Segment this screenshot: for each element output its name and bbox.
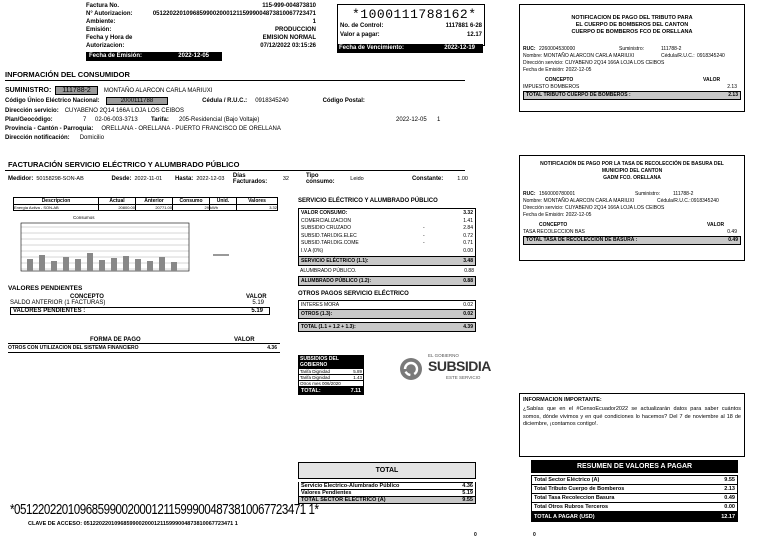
service-row-value: 0.00 — [463, 247, 473, 254]
total-box-total-row — [298, 497, 476, 504]
postal-label: Código Postal: — [322, 98, 365, 104]
otros-value: 0.02 — [463, 311, 473, 317]
billing-meter-row — [8, 173, 468, 185]
dias-value: 32 — [282, 176, 289, 182]
dir-value: CUYABENO 2Q14 166A LOJA LOS CEIBOS — [64, 108, 184, 114]
label-autorizacion: N° Autorizacion: — [86, 11, 133, 17]
big-code: *1000111788162* — [352, 7, 477, 22]
alum-label: ALUMBRADO PÚBLICO. — [300, 268, 357, 274]
bomberos-total-value: 2.13 — [728, 92, 738, 98]
pending-row — [10, 300, 270, 306]
total-box-row-value: 4.36 — [462, 483, 473, 489]
resumen-box — [531, 460, 738, 522]
tarifa-value: 205-Residencial (Bajo Voltaje) — [179, 117, 260, 123]
service-row-label: VALOR CONSUMO: — [301, 210, 348, 216]
total-box-total-label: TOTAL SECTOR ELECTRICO (A) — [301, 497, 386, 503]
value-autorizacion: 0512202201096859900200012115999004873810067723471 1 — [152, 11, 316, 25]
bomberos-fecha: Fecha de Emisión: 2022-12-05 — [523, 67, 592, 73]
info-text: ¿Sabías que en el #CensoEcuador2022 se actualizarán datos para saber cuántos somos, dónde vivimos y en qué condiciones lo hacemos? Del 7 de noviembre al 18 de diciembre, ¡contamos contigo!. — [523, 406, 741, 427]
mora-value: 0.02 — [463, 302, 473, 308]
service-row-label: COMERCIALIZACION — [301, 217, 352, 224]
subsidia-logo — [398, 352, 491, 386]
info-title: INFORMACION IMPORTANTE: — [523, 397, 602, 403]
value-ambiente: PRODUCCION — [274, 27, 316, 33]
bomberos-dir: Dirección servicio: CUYABENO 2Q14 166A LOJA LOS CEIBOS — [523, 60, 665, 66]
th-consumo: Consumo — [173, 197, 210, 205]
service-row-sign — [423, 210, 457, 218]
basura-valor-header: VALOR — [707, 222, 725, 228]
alum-total-row — [298, 276, 476, 286]
service-row-value: 0.72 — [463, 232, 473, 239]
meter-table — [13, 197, 279, 211]
bomberos-box — [519, 4, 745, 112]
basura-row-label: TASA RECOLECCION BAS — [523, 229, 585, 235]
service-row-value: 2.84 — [463, 225, 473, 231]
basura-ruc-label: RUC: — [523, 191, 536, 197]
basura-sum: 111788-2 — [673, 191, 694, 197]
td-desc: Energía Activa - SON-AB — [13, 205, 99, 211]
service-row-sign: - — [423, 225, 425, 231]
subsidy-total-label: TOTAL: — [301, 388, 321, 394]
codigo-value: 2000111788 — [106, 97, 168, 105]
service-row-label: SUBSID.TARI.DIG.COME — [301, 240, 359, 246]
pending-total — [10, 307, 270, 315]
total-box-title: TOTAL — [298, 462, 476, 479]
info-box — [519, 393, 745, 457]
bomberos-ced-label: Cédula/R.U.C.: — [661, 53, 695, 59]
resumen-row-label: Total Tributo Cuerpo de Bomberos — [534, 486, 625, 492]
th-valores: Valores — [237, 197, 278, 205]
const-value: 1.00 — [457, 176, 468, 182]
th-unid: Unid. — [210, 197, 237, 205]
basura-row — [523, 229, 741, 237]
basura-ced-label: Cédula/R.U.C.: — [657, 198, 691, 204]
service-row-sign: - — [423, 240, 425, 246]
service-sub-value: 3.48 — [463, 258, 473, 264]
chart-svg — [13, 215, 283, 277]
invoice-header — [86, 2, 316, 61]
total-box — [298, 462, 476, 504]
subsidy-row-value: 5.89 — [353, 369, 362, 374]
chart-title: Consumos — [73, 215, 95, 220]
pending-total-value: 5.19 — [251, 308, 263, 314]
bomberos-valor-header: VALOR — [703, 77, 721, 83]
control-box — [337, 4, 485, 46]
td-unid: kWh — [210, 205, 237, 211]
desde-label: Desde: — [111, 176, 132, 182]
payment-row-label: OTROS CON UTILIZACION DEL SISTEMA FINANCIERO — [8, 345, 139, 351]
service-row-right — [423, 240, 473, 248]
bomberos-sum: 111788-2 — [661, 46, 682, 52]
basura-title-2: MUNICIPIO DEL CANTON — [601, 168, 663, 174]
basura-ruc: 1560000780001 — [539, 191, 576, 197]
consumer-name: MONTAÑO ALARCON CARLA MARIUXI — [103, 87, 213, 94]
service-sub-label: SERVICIO ELÉCTRICO (1.1): — [301, 258, 369, 264]
service-row-right — [423, 248, 473, 256]
bomberos-title-2: EL CUERPO DE BOMBEROS DEL CANTON — [575, 22, 689, 28]
basura-total — [523, 237, 741, 245]
service-row-right — [423, 233, 473, 241]
service-row — [301, 240, 473, 248]
service-row-sign: - — [423, 232, 425, 239]
value-fecha-autorizacion: 07/12/2022 03:15:26 — [260, 43, 316, 49]
forma-header: FORMA DE PAGO — [90, 337, 141, 343]
plan-value: 7 — [83, 117, 87, 123]
cedula-label: Cédula / R.U.C.: — [202, 98, 248, 104]
vencimiento-value: 2022-12-19 — [444, 45, 475, 51]
bomberos-ced: 0918345240 — [697, 53, 725, 59]
total-box-row-label: Valores Pendientes — [301, 490, 352, 496]
consumer-info — [5, 86, 465, 141]
resumen-row — [532, 503, 737, 512]
basura-box — [519, 155, 745, 261]
payment-row — [8, 344, 280, 353]
consumer-divider — [5, 80, 465, 81]
hasta-label: Hasta: — [174, 176, 194, 182]
service-row — [301, 218, 473, 226]
otros-title: OTROS PAGOS SERVICIO ELÉCTRICO — [298, 291, 409, 297]
vencimiento-bar — [337, 44, 483, 53]
prov-value: ORELLANA - ORELLANA - PUERTO FRANCISCO DE ORELLANA — [101, 126, 281, 132]
alum-value: 0.88 — [464, 268, 474, 274]
basura-title-1: NOTIFICACIÓN DE PAGO POR LA TASA DE RECOLECCIÓN DE BASURA DEL — [540, 161, 724, 167]
td-anterior: 20771.00 — [136, 205, 173, 211]
service-row-right — [423, 225, 473, 233]
total-box-row-label: Servicio Electrico-Alumbrado Público — [301, 483, 400, 489]
service-row-value: 1.41 — [463, 217, 473, 224]
subsidy-row-value: 1.43 — [353, 375, 362, 380]
bomberos-row-value: 2.13 — [727, 84, 737, 90]
notif-label: Dirección notificación: — [5, 135, 70, 141]
billing-title: FACTURACIÓN SERVICIO ELÉCTRICO Y ALUMBRADO PÚBLICO — [8, 160, 240, 169]
tipo-value: Leido — [350, 176, 364, 182]
resumen-row-value: 2.13 — [724, 486, 735, 492]
alum-total-value: 0.88 — [463, 278, 473, 284]
subsidy-row-label: Tarifa Dignidad — [300, 369, 331, 374]
bomberos-sum-label: Suministro: — [619, 46, 645, 52]
service-row-label: SUBSIDIO CRUZADO — [301, 225, 352, 231]
consumer-title: INFORMACIÓN DEL CONSUMIDOR — [5, 70, 130, 79]
footer-zero-2: 0 — [533, 532, 536, 538]
subsidy-row-label: Otros mes 006/2020 — [300, 381, 341, 386]
service-table — [298, 208, 476, 332]
control-label: No. de Control: — [340, 23, 384, 29]
medidor-label: Medidor: — [8, 176, 34, 182]
prov-label: Provincia - Cantón - Parroquia: — [5, 126, 94, 132]
basura-dir: Dirección servicio: CUYABENO 2Q14 166A LOJA LOS CEIBOS — [523, 205, 665, 211]
bomberos-ruc: 2260004530000 — [539, 46, 576, 52]
header-values — [153, 2, 316, 50]
bomberos-nombre: Nombre: MONTAÑO ALARCON CARLA MARIUXI — [523, 53, 635, 59]
service-total-label: TOTAL (1.1 + 1.2 + 1.3): — [301, 324, 356, 330]
mora-row — [298, 300, 476, 310]
bomberos-row-label: IMPUESTO BOMBEROS — [523, 84, 580, 90]
total-box-row — [301, 489, 473, 496]
bomberos-row — [523, 84, 741, 92]
pending-table — [10, 294, 270, 315]
value-factura: 115-999-004873810 — [262, 3, 316, 9]
th-actual: Actual — [99, 197, 136, 205]
service-sub-row — [298, 257, 476, 266]
service-row — [301, 210, 473, 218]
bomberos-title-1: NOTIFICACION DE PAGO DEL TRIBUTO PARA — [571, 15, 693, 21]
subsidy-total-value: 7.11 — [350, 388, 361, 394]
service-row — [301, 233, 473, 241]
notif-value: Domicilio — [79, 135, 105, 141]
footer-zero-1: 0 — [474, 532, 477, 538]
basura-row-value: 0.49 — [727, 229, 737, 235]
vencimiento-label: Fecha de Vencimiento: — [339, 45, 405, 51]
medidor-value: 50158298-SON-AB — [36, 176, 84, 182]
resumen-title: RESUMEN DE VALORES A PAGAR — [531, 460, 738, 473]
resumen-row-label: Total Otros Rubros Terceros — [534, 504, 609, 510]
label-emision: Emisión: — [86, 27, 112, 33]
basura-sum-label: Suministro: — [635, 191, 661, 197]
td-actual: 20800.00 — [99, 205, 136, 211]
clave-acceso: CLAVE DE ACCESO: 0512202201096859900200012115999004873810067723471 1 — [28, 521, 238, 527]
service-row — [301, 225, 473, 233]
logo-text: SUBSIDIA — [428, 358, 491, 374]
alum-total-label: ALUMBRADO PÚBLICO (1.2): — [301, 278, 371, 284]
billing-divider — [5, 170, 465, 171]
service-row-label: SUBSID.TARI.DIG.ELEC — [301, 232, 357, 239]
service-row-sign — [423, 218, 457, 226]
total-box-row-value: 5.19 — [462, 490, 473, 496]
basura-total-label: TOTAL TASA DE RECOLECCION DE BASURA : — [526, 237, 638, 243]
plan-label: Plan/Geocódigo: — [5, 117, 53, 123]
total-box-row — [301, 482, 473, 489]
bomberos-ruc-label: RUC: — [523, 46, 536, 52]
resumen-row-value: 9.55 — [724, 477, 735, 483]
resumen-total-value: 12.17 — [721, 514, 735, 520]
service-row-right — [423, 218, 473, 226]
fecha-emision-bar — [86, 52, 222, 61]
pending-row-value: 5.19 — [252, 300, 264, 306]
logo-top-text: EL GOBIERNO — [428, 353, 459, 358]
resumen-row-label: Total Tasa Recoleccion Basura — [534, 495, 615, 501]
basura-nombre: Nombre: MONTAÑO ALARCON CARLA MARIUXI — [523, 198, 635, 204]
subsidy-title: SUBSIDIOS DEL GOBIERNO — [298, 355, 364, 369]
pending-title: VALORES PENDIENTES — [8, 285, 83, 292]
resumen-row — [532, 475, 737, 485]
resumen-total-row — [531, 512, 738, 522]
subsidia-logo-icon — [398, 356, 424, 382]
pending-valor-header: VALOR — [246, 294, 267, 300]
alum-row — [298, 266, 476, 276]
tipo-label: Tipo consumo: — [305, 173, 335, 185]
th-anterior: Anterior — [136, 197, 173, 205]
label-fecha-autorizacion: Fecha y Hora de Autorizacion: — [86, 35, 133, 49]
service-total-row — [298, 322, 476, 332]
basura-concept-header: CONCEPTO — [539, 222, 568, 228]
total-box-total-value: 9.55 — [462, 497, 473, 503]
label-ambiente: Ambiente: — [86, 19, 116, 25]
dir-label: Dirección servicio: — [5, 108, 59, 114]
hasta-value: 2022-12-03 — [196, 176, 225, 182]
bomberos-title-3: CUERPO DE BOMBEROS FCO DE ORELLANA — [571, 29, 693, 35]
service-row — [301, 248, 473, 256]
resumen-total-label: TOTAL A PAGAR (USD) — [534, 514, 595, 520]
control-value: 1117881 6-28 — [445, 23, 482, 29]
desde-value: 2022-11-01 — [134, 176, 163, 182]
basura-total-value: 0.49 — [728, 237, 738, 243]
td-consumo: 29 — [173, 205, 210, 211]
th-descripcion: Descripcion — [13, 197, 99, 205]
logo-bottom-text: ESTE SERVICIO — [446, 375, 481, 380]
pagar-label: Valor a pagar: — [340, 32, 380, 38]
value-emision: EMISION NORMAL — [262, 35, 316, 41]
pending-total-label: VALORES PENDIENTES : — [13, 308, 86, 314]
payment-table — [8, 337, 280, 353]
service-row-right — [423, 210, 473, 218]
resumen-row-value: 0.00 — [724, 504, 735, 510]
suministro-label: SUMINISTRO: — [5, 87, 52, 94]
tarifa-label: Tarifa: — [151, 117, 169, 123]
resumen-row — [532, 494, 737, 503]
service-rows-box — [298, 208, 476, 257]
subsidy-row-label: Tarifa Dignidad — [300, 375, 331, 380]
subsidy-table — [298, 355, 364, 395]
pagar-value: 12.17 — [466, 32, 482, 38]
pending-row-label: SALDO ANTERIOR (1 FACTURAS) — [10, 300, 106, 306]
service-row-label: I.V.A (0%) — [301, 247, 324, 254]
dias-label: Días Facturados: — [232, 173, 268, 185]
resumen-row-value: 0.49 — [724, 495, 735, 501]
bomberos-total-label: TOTAL TRIBUTO CUERPO DE BOMBEROS : — [526, 92, 631, 98]
bomberos-concept-header: CONCEPTO — [545, 77, 574, 83]
service-title: SERVICIO ELÉCTRICO Y ALUMBRADO PÚBLICO — [298, 198, 438, 204]
resumen-row-label: Total Sector Eléctrico (A) — [534, 477, 600, 483]
service-total-value: 4.39 — [463, 324, 473, 330]
service-row-value: 3.32 — [463, 210, 473, 216]
const-label: Constante: — [411, 176, 444, 182]
fecha-emision-label: Fecha de Emisión: — [89, 53, 143, 59]
resumen-row — [532, 485, 737, 494]
label-factura: Factura No. — [86, 3, 120, 9]
basura-fecha: Fecha de Emisión: 2022-12-05 — [523, 212, 592, 218]
pending-concept-header: CONCEPTO — [70, 294, 104, 300]
forma-valor-header: VALOR — [234, 337, 255, 343]
otros-row — [298, 310, 476, 319]
suministro-value: 111788-2 — [55, 86, 98, 95]
header-labels — [86, 2, 153, 50]
service-row-sign — [423, 248, 457, 256]
geo-value: 02-06-003-3713 — [95, 117, 138, 123]
subsidy-total-row — [298, 387, 364, 395]
bomberos-total — [523, 92, 741, 100]
otros-label: OTROS (1.3): — [301, 311, 333, 317]
payment-row-value: 4.36 — [267, 345, 277, 351]
basura-ced: 0918345240 — [691, 198, 719, 204]
cedula-value: 0918345240 — [255, 98, 289, 104]
plan-n: 1 — [437, 117, 441, 123]
table-row — [13, 205, 279, 211]
consumption-chart — [13, 215, 283, 277]
codigo-label: Código Único Eléctrico Nacional: — [5, 98, 100, 104]
mora-label: INTERES MORA — [301, 302, 340, 308]
td-valores: 3.32 — [237, 205, 278, 211]
basura-title-3: GADM FCO. ORELLANA — [603, 175, 661, 181]
service-row-value: 0.71 — [463, 240, 473, 246]
plan-date: 2022-12-05 — [396, 117, 427, 123]
fecha-emision-value: 2022-12-05 — [178, 53, 209, 59]
barcode-text: *0512202201096859900200012115999004873810067723471 1* — [10, 502, 319, 518]
